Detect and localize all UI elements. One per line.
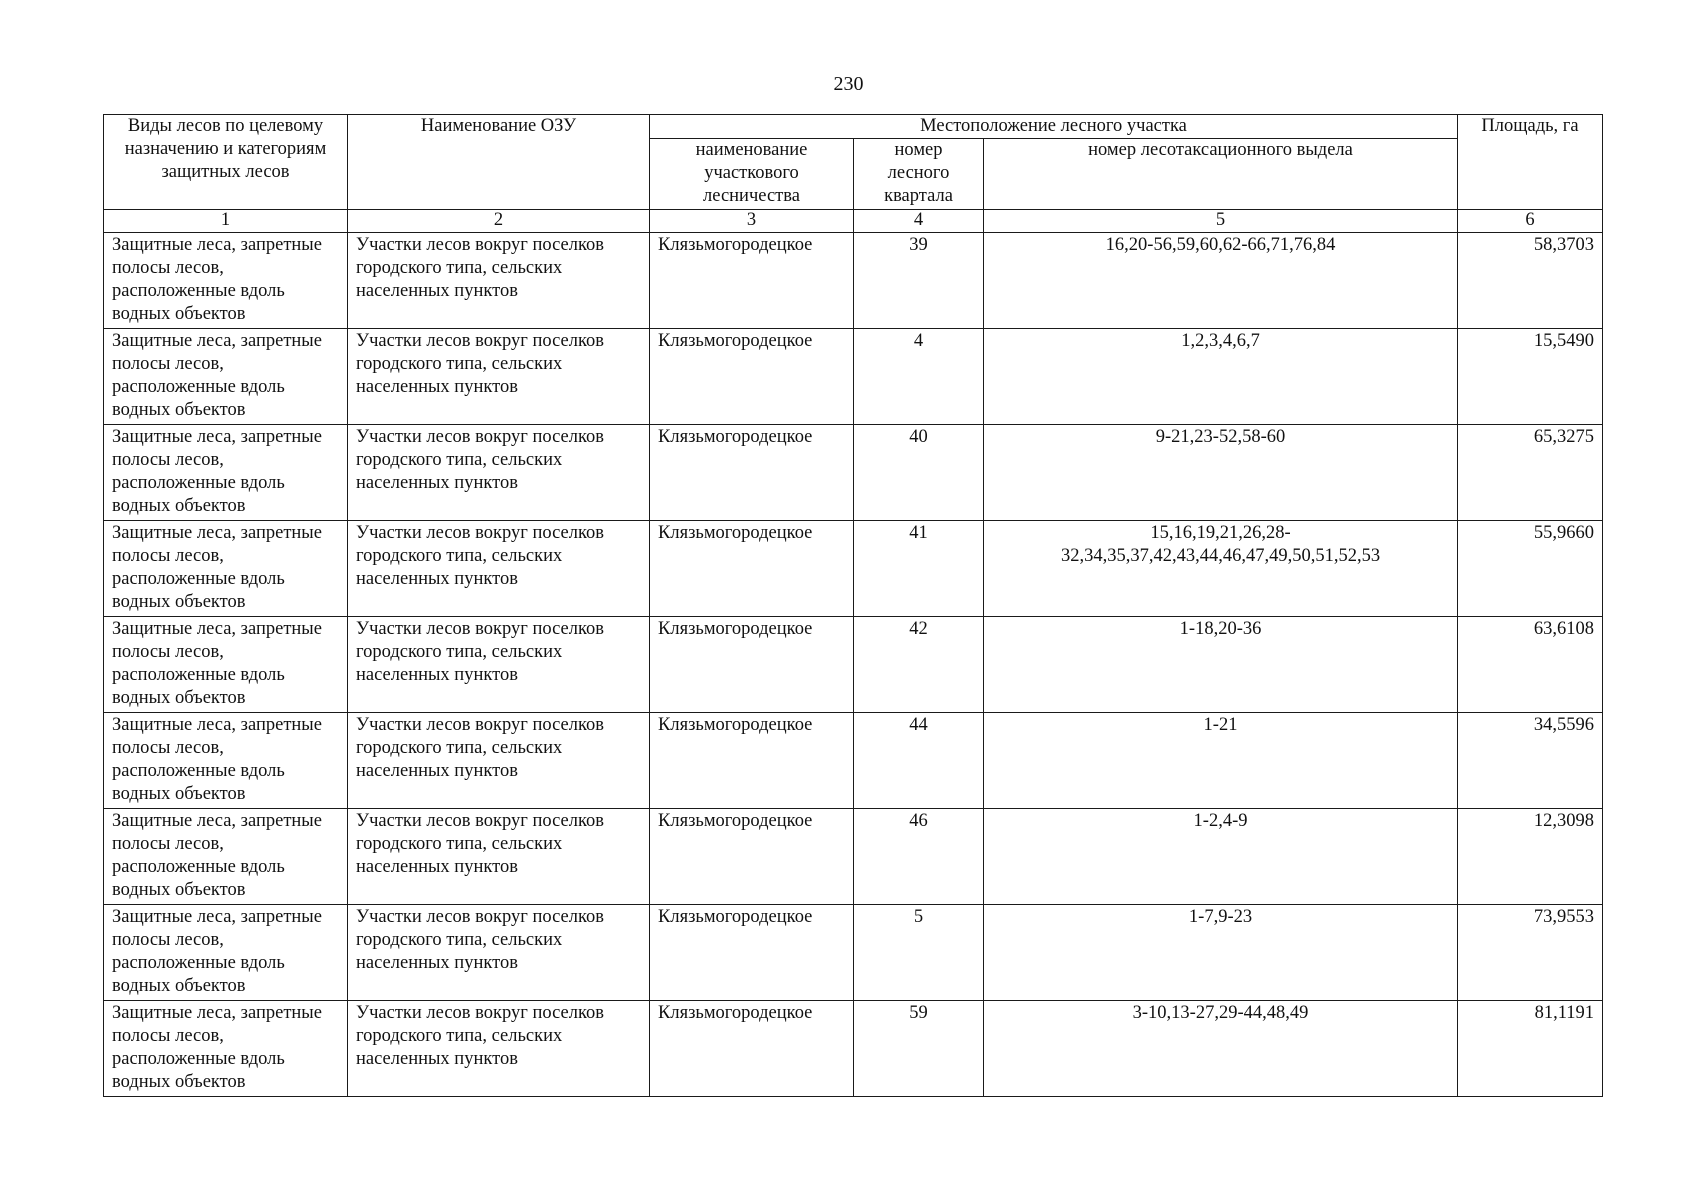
forestry-cell: Клязьмогородецкое bbox=[650, 809, 854, 905]
forestry-cell: Клязьмогородецкое bbox=[650, 329, 854, 425]
quarter-cell: 42 bbox=[854, 617, 984, 713]
table-row bbox=[104, 521, 1603, 617]
page-number: 230 bbox=[833, 73, 864, 95]
quarter-cell: 40 bbox=[854, 425, 984, 521]
ozu-name-cell: Участки лесов вокруг поселков городского типа, сельских населенных пунктов bbox=[348, 329, 650, 425]
ozu-name-cell: Участки лесов вокруг поселков городского типа, сельских населенных пунктов bbox=[348, 905, 650, 1001]
allotments-cell: 3-10,13-27,29-44,48,49 bbox=[984, 1001, 1458, 1097]
header-area: Площадь, га bbox=[1458, 115, 1603, 210]
allotments-cell: 1-2,4-9 bbox=[984, 809, 1458, 905]
quarter-cell: 59 bbox=[854, 1001, 984, 1097]
ozu-name-cell: Участки лесов вокруг поселков городского типа, сельских населенных пунктов bbox=[348, 617, 650, 713]
forestry-cell: Клязьмогородецкое bbox=[650, 1001, 854, 1097]
table-row bbox=[104, 329, 1603, 425]
ozu-name-cell: Участки лесов вокруг поселков городского типа, сельских населенных пунктов bbox=[348, 713, 650, 809]
header-forestry-name: наименование участкового лесничества bbox=[650, 139, 854, 210]
header-ozu-name: Наименование ОЗУ bbox=[348, 115, 650, 210]
area-cell: 65,3275 bbox=[1458, 425, 1603, 521]
column-number: 6 bbox=[1458, 210, 1603, 233]
table-row bbox=[104, 617, 1603, 713]
forest-type-cell: Защитные леса, запретные полосы лесов, расположенные вдоль водных объектов bbox=[104, 425, 348, 521]
forest-type-cell: Защитные леса, запретные полосы лесов, расположенные вдоль водных объектов bbox=[104, 1001, 348, 1097]
area-cell: 34,5596 bbox=[1458, 713, 1603, 809]
column-number: 4 bbox=[854, 210, 984, 233]
forest-type-cell: Защитные леса, запретные полосы лесов, расположенные вдоль водных объектов bbox=[104, 617, 348, 713]
forestry-cell: Клязьмогородецкое bbox=[650, 713, 854, 809]
area-cell: 73,9553 bbox=[1458, 905, 1603, 1001]
quarter-cell: 39 bbox=[854, 233, 984, 329]
allotments-cell: 1,2,3,4,6,7 bbox=[984, 329, 1458, 425]
allotments-cell: 16,20-56,59,60,62-66,71,76,84 bbox=[984, 233, 1458, 329]
area-cell: 81,1191 bbox=[1458, 1001, 1603, 1097]
table-row bbox=[104, 1001, 1603, 1097]
table-row bbox=[104, 425, 1603, 521]
allotments-cell: 1-18,20-36 bbox=[984, 617, 1458, 713]
forestry-cell: Клязьмогородецкое bbox=[650, 905, 854, 1001]
forest-type-cell: Защитные леса, запретные полосы лесов, расположенные вдоль водных объектов bbox=[104, 713, 348, 809]
ozu-name-cell: Участки лесов вокруг поселков городского типа, сельских населенных пунктов bbox=[348, 233, 650, 329]
ozu-name-cell: Участки лесов вокруг поселков городского типа, сельских населенных пунктов bbox=[348, 809, 650, 905]
header-quarter-number: номер лесного квартала bbox=[854, 139, 984, 210]
allotments-cell: 1-21 bbox=[984, 713, 1458, 809]
forest-plots-table bbox=[103, 114, 1603, 1097]
quarter-cell: 46 bbox=[854, 809, 984, 905]
forestry-cell: Клязьмогородецкое bbox=[650, 425, 854, 521]
column-number: 5 bbox=[984, 210, 1458, 233]
quarter-cell: 4 bbox=[854, 329, 984, 425]
table-row bbox=[104, 713, 1603, 809]
table-row bbox=[104, 809, 1603, 905]
header-forest-type: Виды лесов по целевому назначению и категориям защитных лесов bbox=[104, 115, 348, 210]
header-plot-location: Местоположение лесного участка bbox=[650, 115, 1458, 139]
area-cell: 55,9660 bbox=[1458, 521, 1603, 617]
column-number: 1 bbox=[104, 210, 348, 233]
ozu-name-cell: Участки лесов вокруг поселков городского типа, сельских населенных пунктов bbox=[348, 521, 650, 617]
allotments-cell: 9-21,23-52,58-60 bbox=[984, 425, 1458, 521]
header-allotment-number: номер лесотаксационного выдела bbox=[984, 139, 1458, 210]
forest-type-cell: Защитные леса, запретные полосы лесов, расположенные вдоль водных объектов bbox=[104, 809, 348, 905]
forest-type-cell: Защитные леса, запретные полосы лесов, расположенные вдоль водных объектов bbox=[104, 905, 348, 1001]
allotments-cell: 15,16,19,21,26,28-32,34,35,37,42,43,44,46,47,49,50,51,52,53 bbox=[984, 521, 1458, 617]
column-number: 3 bbox=[650, 210, 854, 233]
area-cell: 58,3703 bbox=[1458, 233, 1603, 329]
ozu-name-cell: Участки лесов вокруг поселков городского типа, сельских населенных пунктов bbox=[348, 1001, 650, 1097]
quarter-cell: 5 bbox=[854, 905, 984, 1001]
area-cell: 63,6108 bbox=[1458, 617, 1603, 713]
area-cell: 15,5490 bbox=[1458, 329, 1603, 425]
quarter-cell: 44 bbox=[854, 713, 984, 809]
forestry-cell: Клязьмогородецкое bbox=[650, 617, 854, 713]
ozu-name-cell: Участки лесов вокруг поселков городского типа, сельских населенных пунктов bbox=[348, 425, 650, 521]
table-row bbox=[104, 905, 1603, 1001]
allotments-cell: 1-7,9-23 bbox=[984, 905, 1458, 1001]
forest-type-cell: Защитные леса, запретные полосы лесов, расположенные вдоль водных объектов bbox=[104, 233, 348, 329]
forestry-cell: Клязьмогородецкое bbox=[650, 521, 854, 617]
forest-type-cell: Защитные леса, запретные полосы лесов, расположенные вдоль водных объектов bbox=[104, 521, 348, 617]
quarter-cell: 41 bbox=[854, 521, 984, 617]
column-number-row bbox=[104, 210, 1603, 233]
area-cell: 12,3098 bbox=[1458, 809, 1603, 905]
table-row bbox=[104, 233, 1603, 329]
forestry-cell: Клязьмогородецкое bbox=[650, 233, 854, 329]
forest-type-cell: Защитные леса, запретные полосы лесов, расположенные вдоль водных объектов bbox=[104, 329, 348, 425]
column-number: 2 bbox=[348, 210, 650, 233]
